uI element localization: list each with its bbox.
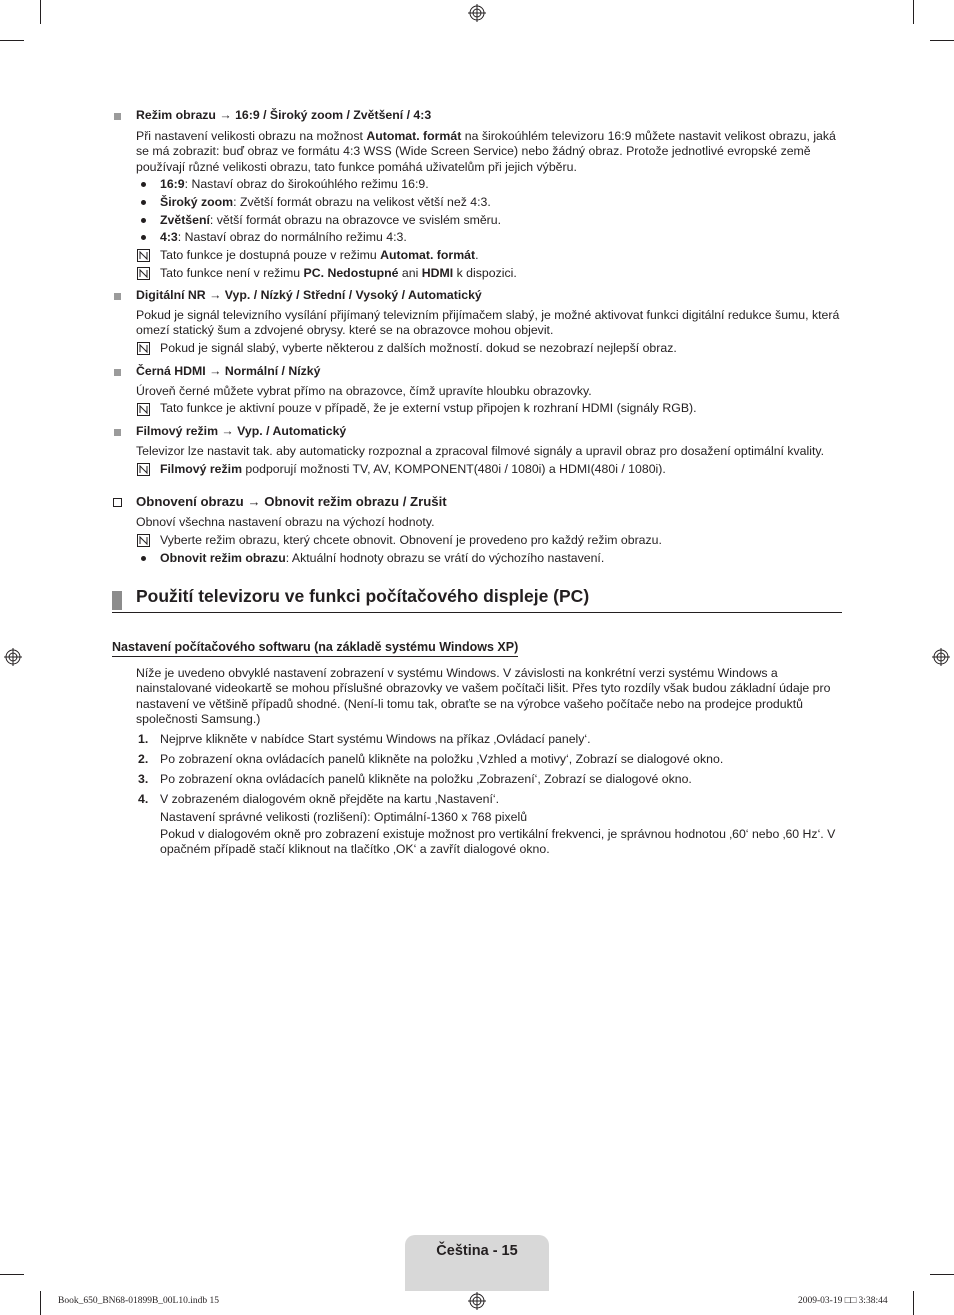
crop-mark [913, 1291, 914, 1315]
section-paragraph: Při nastavení velikosti obrazu na možnost Automat. formát na širokoúhlém televizoru 16:9 můžete nastavit velikost obrazu, jaká se má zobrazit: buď obraz ve formátu 4:3 WSS (Wide Screen Service) nebo žádný obraz. Protože jednotlivé evropské země používají různé velikosti obrazu, tato funkce pomáhá uživatelům při jejich výběru. [136, 129, 836, 174]
section-title: Použití televizoru ve funkci počítačového displeje (PC) [136, 586, 590, 606]
note-text: Tato funkce není v režimu PC. Nedostupné ani HDMI k dispozici. [160, 266, 517, 280]
note-text: Tato funkce je aktivní pouze v případě, že je externí vstup připojen k rozhraní HDMI (signály RGB). [160, 401, 697, 415]
bullet-item: 4:3: Nastaví obraz do normálního režimu 4:3. [160, 230, 407, 244]
registration-mark-icon [468, 1292, 486, 1310]
note-text: Tato funkce je dostupná pouze v režimu Automat. formát. [160, 248, 479, 262]
step-number: 2. [138, 752, 149, 766]
registration-mark-icon [932, 648, 950, 666]
print-slug-right: 2009-03-19 □□ 3:38:44 [798, 1296, 888, 1306]
pc-subheading: Nastavení počítačového softwaru (na základě systému Windows XP) [112, 640, 518, 657]
note-text: Pokud je signál slabý, vyberte některou z dalších možností. dokud se nezobrazí nejlepší obraz. [160, 341, 677, 355]
registration-mark-icon [468, 4, 486, 22]
section-heading: Filmový režim → Vyp. / Automatický [136, 424, 347, 438]
note-icon [137, 463, 150, 476]
section-heading: Digitální NR → Vyp. / Nízký / Střední / Vysoký / Automatický [136, 288, 482, 302]
step-text: Pokud v dialogovém okně pro zobrazení existuje možnost pro vertikální frekvenci, je správnou hodnotou ‚60‘ nebo ‚60 Hz‘. V opačném případě stačí kliknout na tlačítko ‚OK‘ a zavřít dialogové okno. [160, 827, 836, 857]
pc-intro: Níže je uvedeno obvyklé nastavení zobrazení v systému Windows. V závislosti na konkrétní verzi systému Windows a nainstalované videokartě se mohou příslušné obrazovky ve vašem počítači lišit. Přes tyto rozdíly však budou základní údaje pro nastavení ve většině případů shodné. (Není-li tomu tak, obraťte se na výrobce vašeho počítače nebo na prodejce produktů společnosti Samsung.) [136, 666, 831, 727]
reset-paragraph: Obnoví všechna nastavení obrazu na výchozí hodnoty. [136, 515, 435, 529]
section-title-rule [112, 612, 842, 613]
note-icon [137, 534, 150, 547]
crop-mark [0, 1274, 24, 1275]
bullet-dot-icon [141, 182, 146, 187]
crop-mark [930, 40, 954, 41]
step-text: Nastavení správné velikosti (rozlišení): Optimální-1360 x 768 pixelů [160, 810, 528, 824]
note-icon [137, 267, 150, 280]
bullet-item: Zvětšení: větší formát obrazu na obrazovce ve svislém směru. [160, 213, 502, 227]
step-number: 4. [138, 792, 149, 806]
crop-mark [0, 40, 24, 41]
page-number-label: Čeština - 15 [436, 1243, 518, 1259]
page-number-tab [405, 1235, 549, 1291]
step-number: 3. [138, 772, 149, 786]
step-text: Po zobrazení okna ovládacích panelů klikněte na položku ‚Vzhled a motivy‘, Zobrazí se dialogové okno. [160, 752, 724, 766]
section-paragraph: Televizor lze nastavit tak. aby automaticky rozpoznal a zpracoval filmové signály a upravil obraz pro dosažení optimální kvality. [136, 444, 825, 458]
step-text: V zobrazeném dialogovém okně přejděte na kartu ‚Nastavení‘. [160, 792, 500, 806]
checkbox-square-icon [113, 498, 122, 507]
bullet-dot-icon [141, 200, 146, 205]
section-heading: Režim obrazu → 16:9 / Široký zoom / Zvětšení / 4:3 [136, 108, 432, 122]
note-icon [137, 403, 150, 416]
crop-mark [40, 1291, 41, 1315]
section-heading: Černá HDMI → Normální / Nízký [136, 364, 321, 378]
print-slug-left: Book_650_BN68-01899B_00L10.indb 15 [58, 1296, 219, 1306]
crop-mark [40, 0, 41, 24]
note-icon [137, 249, 150, 262]
step-text: Nejprve klikněte v nabídce Start systému Windows na příkaz ‚Ovládací panely‘. [160, 732, 591, 746]
reset-heading: Obnovení obrazu → Obnovit režim obrazu / Zrušit [136, 494, 447, 509]
bullet-item: Široký zoom: Zvětší formát obrazu na velikost větší než 4:3. [160, 195, 491, 209]
note-icon [137, 342, 150, 355]
bullet-dot-icon [141, 235, 146, 240]
bullet-dot-icon [141, 218, 146, 223]
note-text: Filmový režim podporují možnosti TV, AV, KOMPONENT(480i / 1080i) a HDMI(480i / 1080i). [160, 462, 666, 476]
bullet-item: 16:9: Nastaví obraz do širokoúhlého režimu 16:9. [160, 177, 429, 191]
bullet-dot-icon [141, 556, 146, 561]
crop-mark [930, 1274, 954, 1275]
bullet-item: Obnovit režim obrazu: Aktuální hodnoty obrazu se vrátí do výchozího nastavení. [160, 551, 605, 565]
section-square-icon [114, 369, 121, 376]
section-square-icon [114, 113, 121, 120]
step-text: Po zobrazení okna ovládacích panelů klikněte na položku ‚Zobrazení‘, Zobrazí se dialogové okno. [160, 772, 692, 786]
note-text: Vyberte režim obrazu, který chcete obnovit. Obnovení je provedeno pro každý režim obrazu. [160, 533, 662, 547]
section-title-bar-icon [112, 591, 122, 610]
section-paragraph: Pokud je signál televizního vysílání přijímaný televizním přijímačem slabý, je možné aktivovat funkci digitální redukce šumu, která omezí statický šum a zdvojené obrysy. které se na obrazovce mohou objevit. [136, 308, 840, 338]
crop-mark [913, 0, 914, 24]
section-square-icon [114, 429, 121, 436]
section-paragraph: Úroveň černé můžete vybrat přímo na obrazovce, čímž upravíte hloubku obrazovky. [136, 384, 592, 398]
section-square-icon [114, 293, 121, 300]
step-number: 1. [138, 732, 149, 746]
registration-mark-icon [4, 648, 22, 666]
